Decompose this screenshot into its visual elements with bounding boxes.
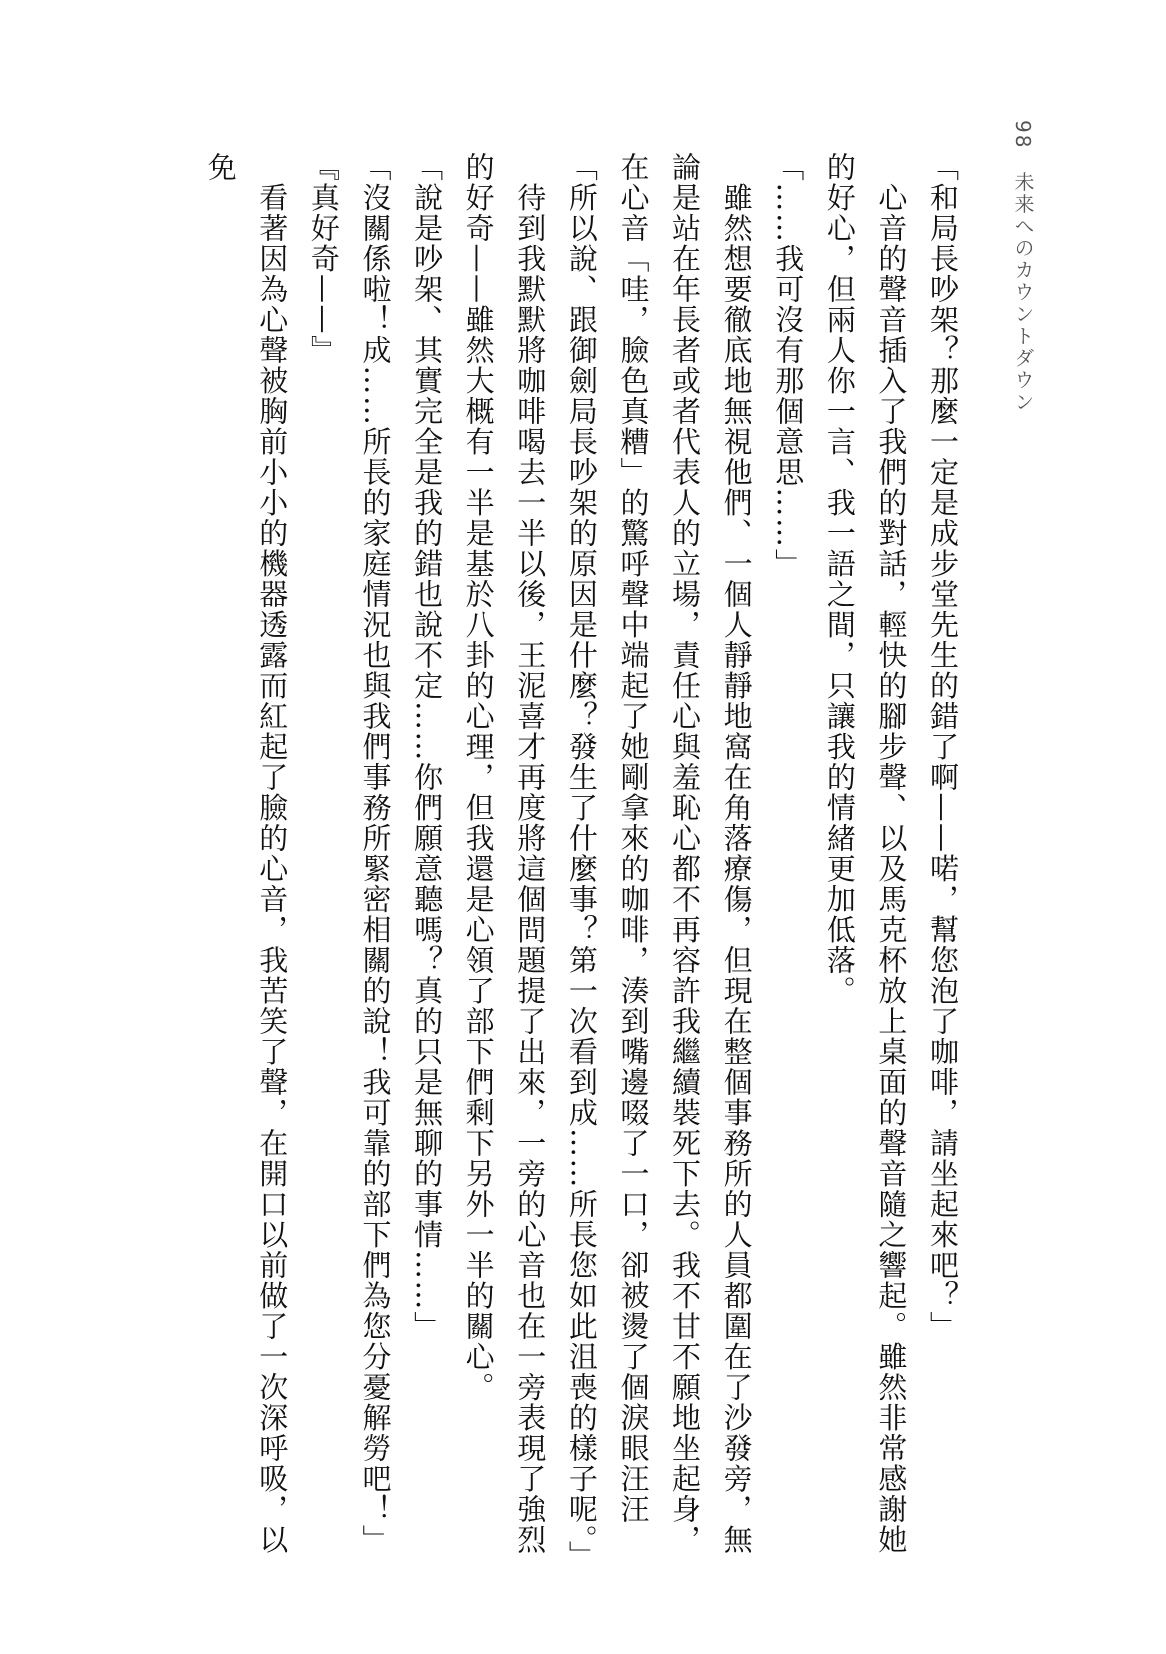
paragraph: 看著因為心聲被胸前小小的機器透露而紅起了臉的心音，我苦笑了聲，在開口以前做了一次深呼吸，以免 <box>203 152 290 1555</box>
paragraph: 『真好奇——』 <box>306 152 341 366</box>
paragraph: 「說是吵架、其實完全是我的錯也說不定……你們願意聽嗎？真的只是無聊的事情……」 <box>410 152 445 1342</box>
paragraph: 「所以說、跟御劍局長吵架的原因是什麼？發生了什麼事？第一次看到成……所長您如此沮喪的樣子呢。」 <box>564 152 599 1571</box>
running-header <box>1008 120 1038 413</box>
paragraph: 「沒關係啦！成……所長的家庭情況也與我們事務所緊密相關的說！我可靠的部下們為您分憂解勞吧！」 <box>358 152 393 1555</box>
paragraph: 雖然想要徹底地無視他們、一個人靜靜地窩在角落療傷，但現在整個事務所的人員都圍在了沙發旁，無論是站在年長者或者代表人的立場，責任心與羞恥心都不再容許我繼續裝死下去。我不甘不願地坐起身，在心音「哇，臉色真糟」的驚呼聲中端起了她剛拿來的咖啡，湊到嘴邊啜了一口，卻被燙了個淚眼汪汪 <box>616 152 754 1555</box>
body-text <box>168 152 968 1582</box>
book-title: 未来へのカウントダウン <box>1011 171 1035 414</box>
paragraph: 「……我可沒有那個意思……」 <box>771 152 806 579</box>
paragraph: 心音的聲音插入了我們的對話，輕快的腳步聲、以及馬克杯放上桌面的聲音隨之響起。雖然非常感謝她的好心，但兩人你一言、我一語之間，只讓我的情緒更加低落。 <box>822 152 909 1555</box>
page-number: 98 <box>1011 120 1035 150</box>
paragraph: 待到我默默將咖啡喝去一半以後，王泥喜才再度將這個問題提了出來，一旁的心音也在一旁表現了強烈的好奇——雖然大概有一半是基於八卦的心理，但我還是心領了部下們剩下另外一半的關心。 <box>461 152 548 1555</box>
paragraph: 「和局長吵架？那麼一定是成步堂先生的錯了啊——喏，幫您泡了咖啡，請坐起來吧？」 <box>926 152 960 1342</box>
